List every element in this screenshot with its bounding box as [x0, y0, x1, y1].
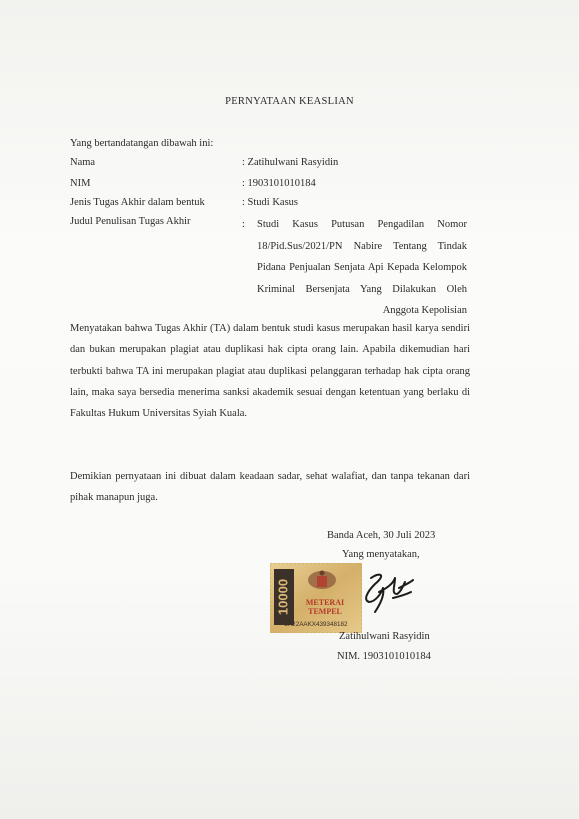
- place-date: Banda Aceh, 30 Juli 2023: [327, 530, 436, 541]
- signer-name: Zatihulwani Rasyidin: [339, 631, 430, 642]
- judul-text: Studi Kasus Putusan Pengadilan Nomor 18/Pid.Sus/2021/PN Nabire Tentang Tindak Pidana Penjualan Senjata Api Kepada Kelompok Kriminal Bersenjata Yang Dilakukan Oleh Anggota Kepolisian: [257, 219, 467, 316]
- field-label-jenis: Jenis Tugas Akhir dalam bentuk: [70, 197, 205, 208]
- intro-text: Yang bertandatangan dibawah ini:: [70, 138, 214, 149]
- field-value-nim: : 1903101010184: [242, 178, 316, 189]
- field-value-nama: : Zatihulwani Rasyidin: [242, 157, 339, 168]
- signer-nim: NIM. 1903101010184: [337, 651, 431, 662]
- field-label-nim: NIM: [70, 178, 91, 189]
- closing-paragraph: Demikian pernyataan ini dibuat dalam keadaan sadar, sehat walafiat, dan tanpa tekanan dari pihak manapun juga.: [70, 471, 470, 504]
- field-label-judul: Judul Penulisan Tugas Akhir: [70, 216, 191, 227]
- document-title: PERNYATAAN KEASLIAN: [225, 96, 354, 107]
- stamp-value: 10000: [275, 578, 291, 616]
- judul-colon: :: [242, 219, 245, 230]
- handwritten-signature: [355, 566, 415, 621]
- statement-paragraph: Menyatakan bahwa Tugas Akhir (TA) dalam bentuk studi kasus merupakan hasil karya sendiri dan bukan merupakan plagiat atau duplikasi hak cipta orang lain. Apabila dikemudian hari terbukti bahwa TA ini merupakan plagiat atau duplikasi pelanggaran terhadap hak cipta orang lain, maka saya bersedia menerima sanksi akademik sesuai dengan ketentuan yang berlaku di Fakultas Hukum Universitas Syiah Kuala.: [70, 323, 470, 420]
- field-value-jenis: : Studi Kasus: [242, 197, 299, 208]
- stamp-label-tempel: TEMPEL: [308, 607, 342, 616]
- meterai-stamp: [270, 563, 362, 633]
- stamp-code: 2A22AAKX439348182: [284, 621, 348, 628]
- signer-role: Yang menyatakan,: [342, 549, 420, 560]
- field-value-judul: [242, 214, 467, 322]
- field-label-nama: Nama: [70, 157, 96, 168]
- stamp-label-meterai: METERAI: [305, 598, 345, 607]
